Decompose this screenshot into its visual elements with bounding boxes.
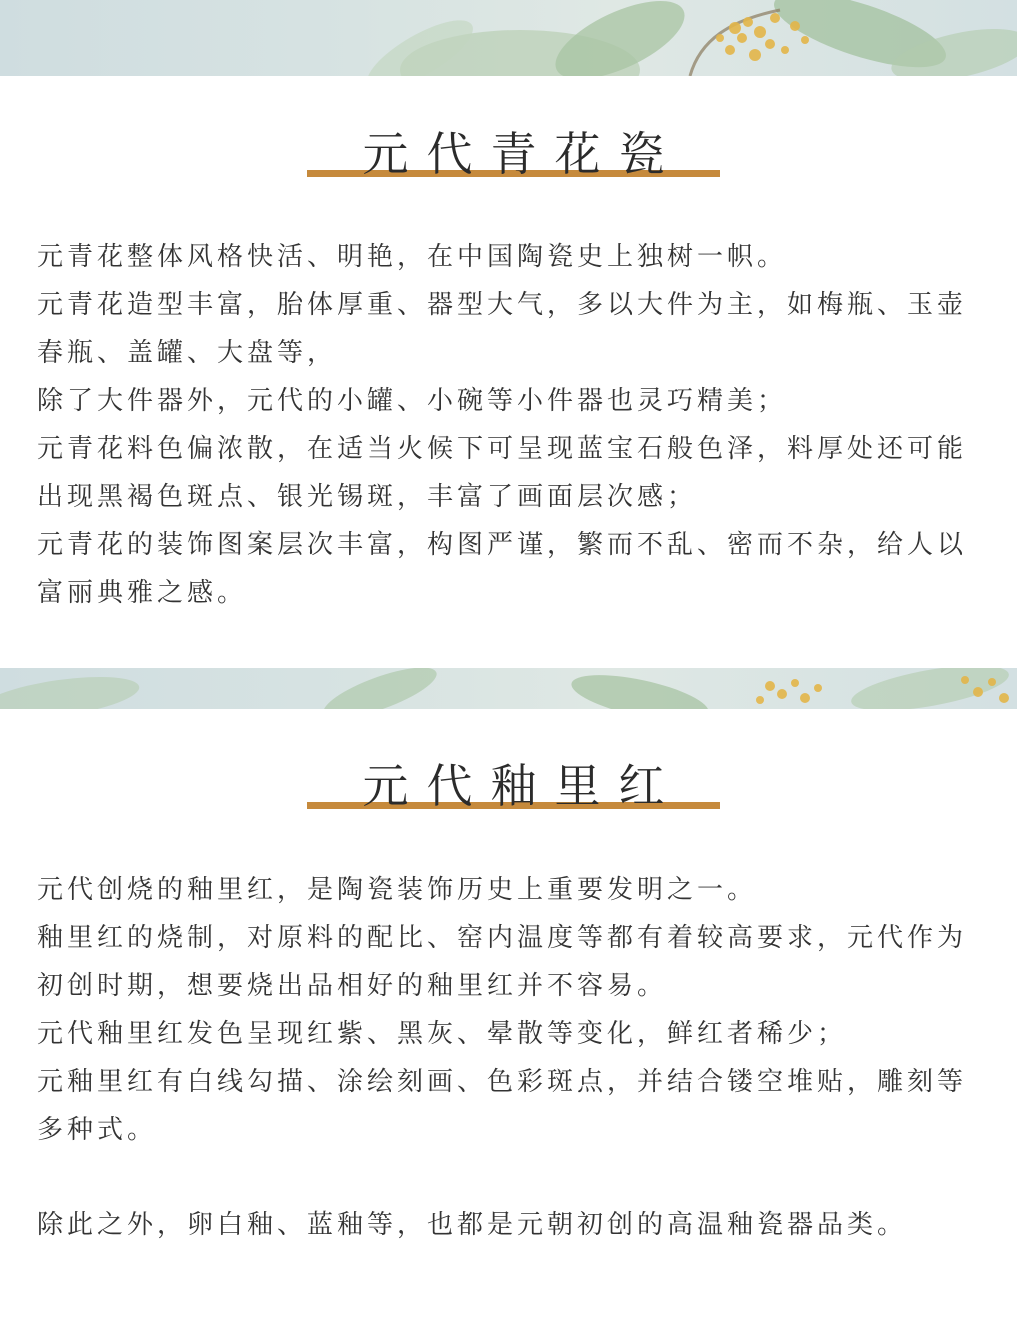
section-title: 元代青花瓷 xyxy=(362,127,683,181)
section-paragraph: 元代创烧的釉里红，是陶瓷装饰历史上重要发明之一。 釉里红的烧制，对原料的配比、窑内温度等都有着较高要求，元代作为初创时期，想要烧出品相好的釉里红并不容易。 元代釉里红发色呈现红紫、黑灰、晕散等变化，鲜红者稀少； 元釉里红有白线勾描、涂绘刻画、色彩斑点，并结合镂空堆贴，雕刻等多种式。 xyxy=(37,875,968,1145)
leaf-shape xyxy=(318,668,442,709)
floral-illustration xyxy=(0,0,1017,76)
floral-banner-top xyxy=(0,0,1017,76)
section-blue-and-white-porcelain xyxy=(0,76,1017,668)
section-paragraph: 元青花整体风格快活、明艳，在中国陶瓷史上独树一帜。 元青花造型丰富，胎体厚重、器型大气，多以大件为主，如梅瓶、玉壶春瓶、盖罐、大盘等， 除了大件器外，元代的小罐、小碗等小件器也灵巧精美； 元青花料色偏浓散，在适当火候下可呈现蓝宝石般色泽，料厚处还可能出现黑褐色斑点、银光锡斑，丰富了画面层次感； 元青花的装饰图案层次丰富，构图严谨，繁而不乱、密而不杂，给人以富丽典雅之感。 xyxy=(37,242,968,608)
floral-banner-middle xyxy=(0,668,1017,709)
section-paragraph: 除此之外，卵白釉、蓝釉等，也都是元朝初创的高温釉瓷器品类。 xyxy=(37,1210,908,1240)
floral-illustration xyxy=(0,668,1017,709)
section-heading xyxy=(307,758,720,818)
section-underglaze-red xyxy=(0,709,1017,1317)
section-heading xyxy=(307,126,720,186)
leaf-shape xyxy=(848,668,1012,709)
section-title: 元代釉里红 xyxy=(362,759,683,813)
leaf-shape xyxy=(0,669,142,709)
leaf-shape xyxy=(568,668,712,709)
